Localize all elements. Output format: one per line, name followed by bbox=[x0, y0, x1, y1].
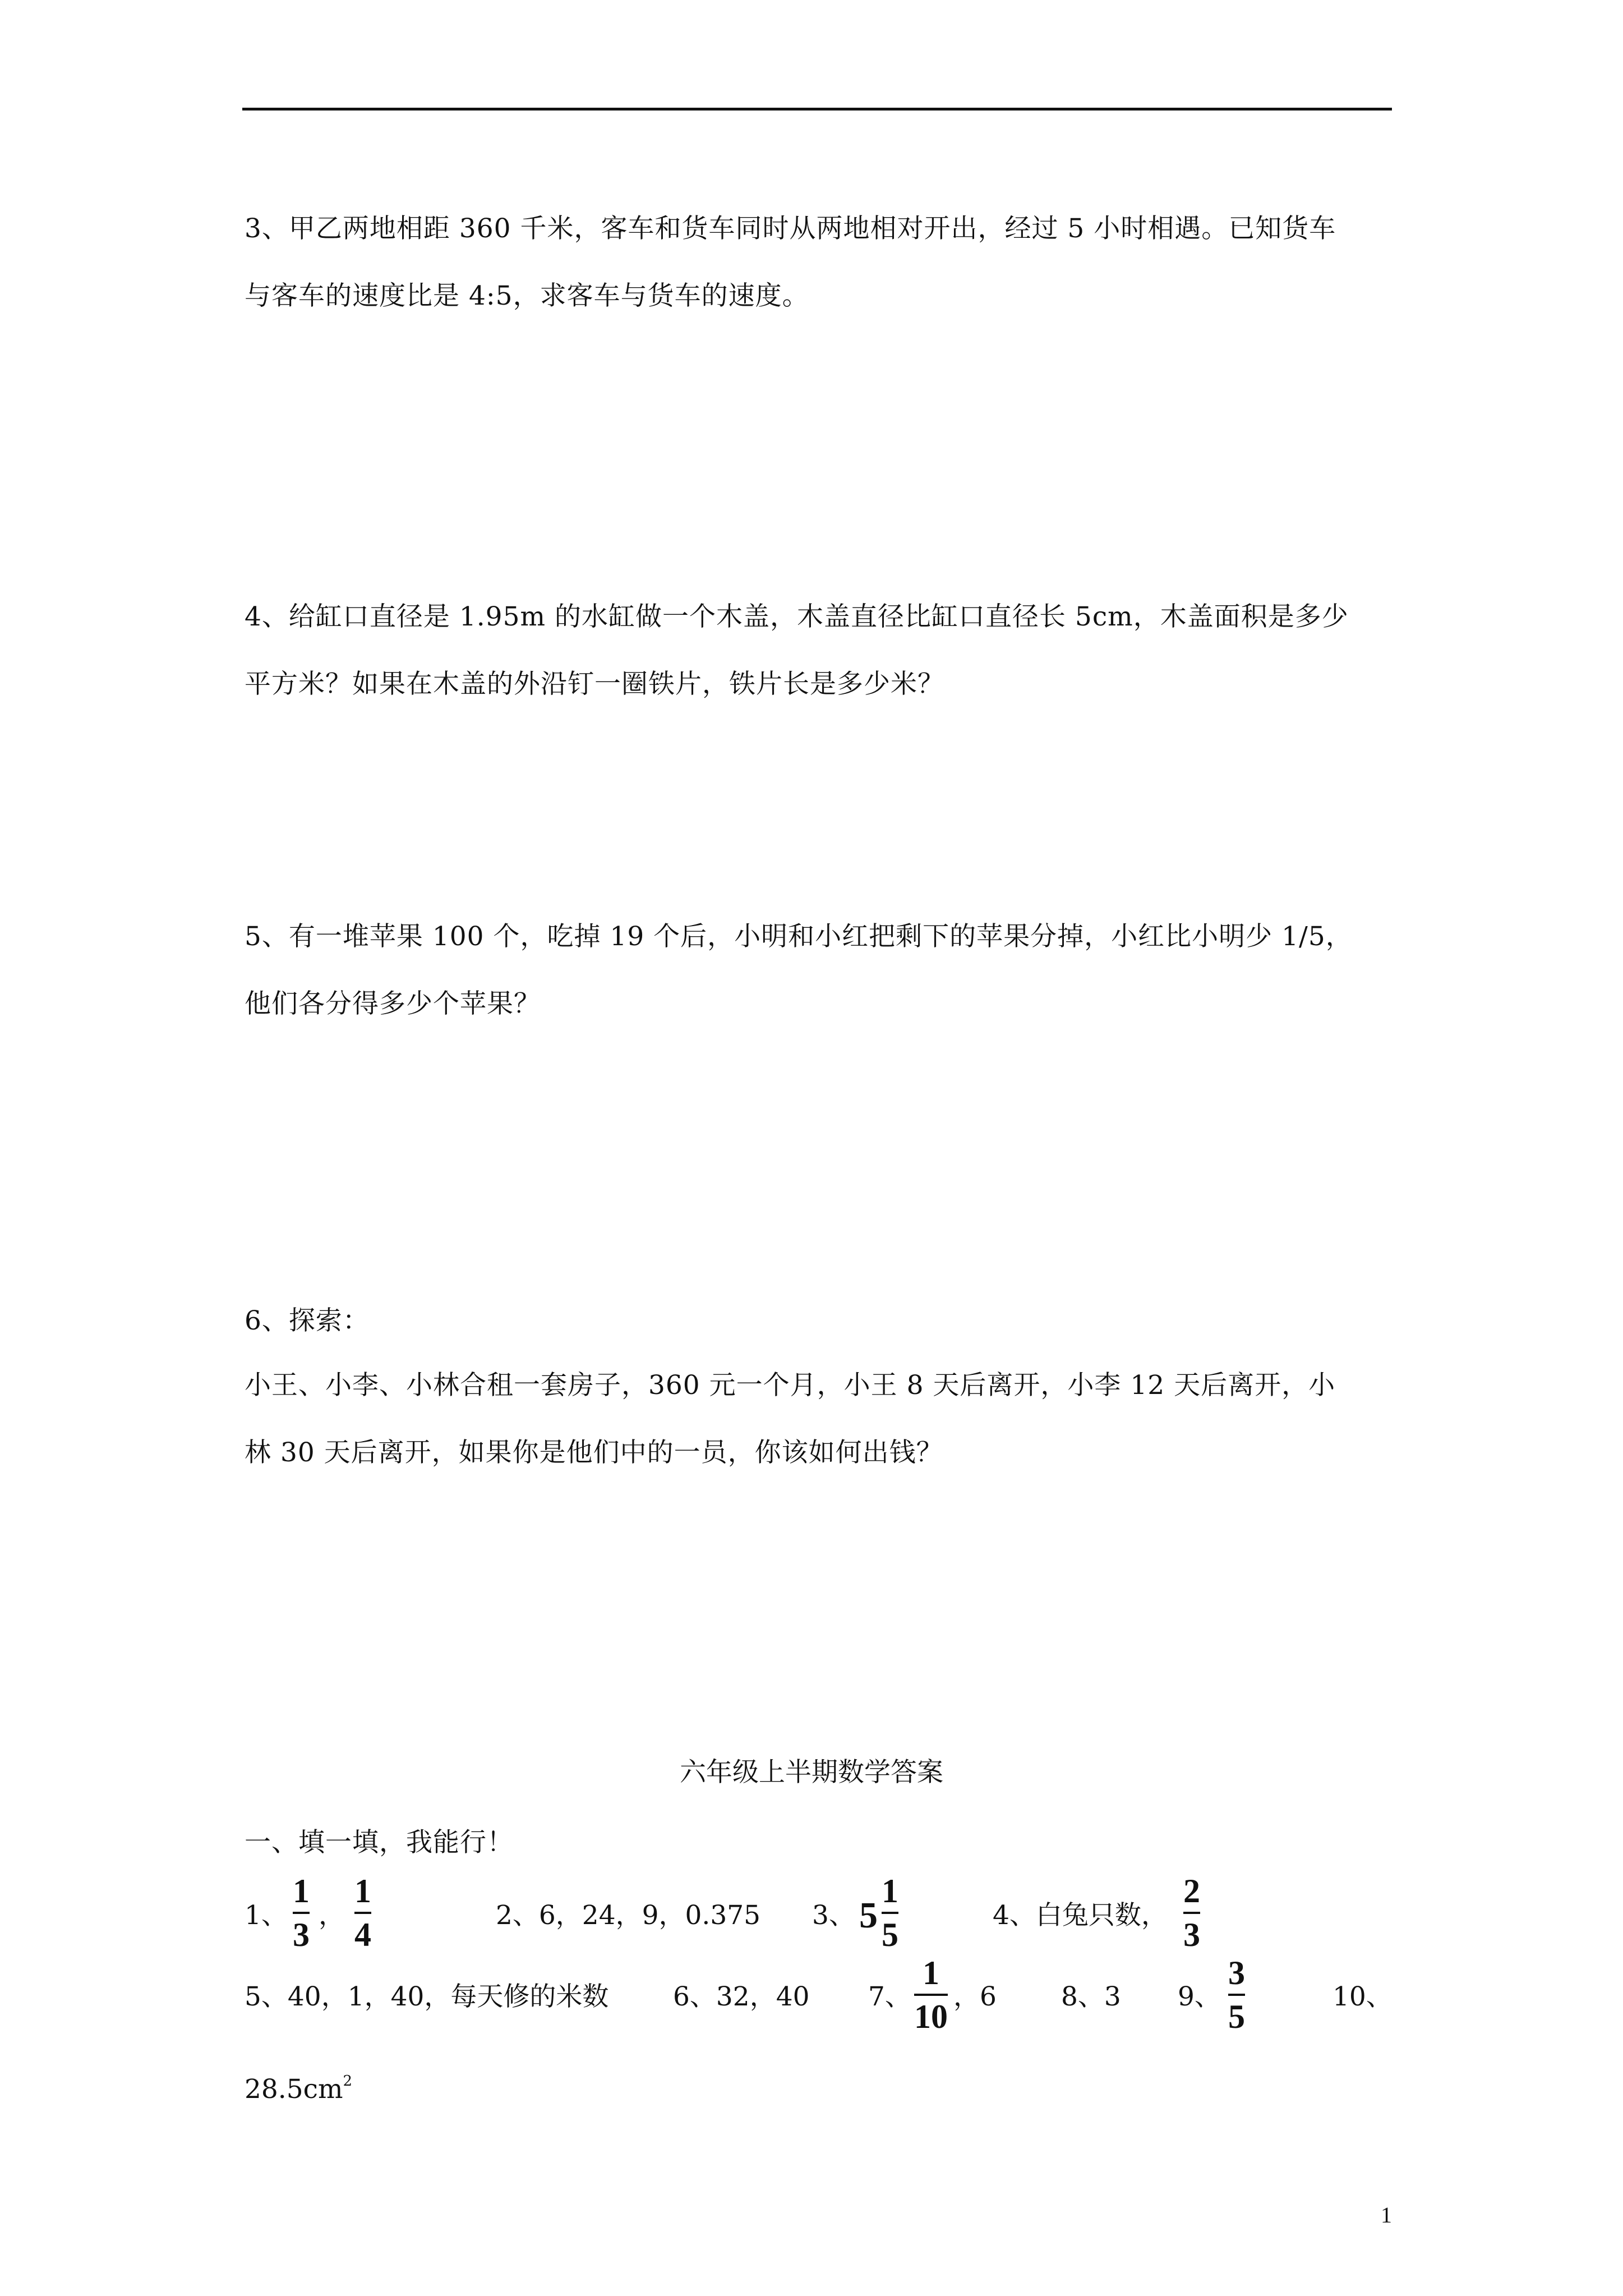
answer-7-suffix: ，6 bbox=[953, 1981, 997, 2012]
question-6-line-1: 小王、小李、小林合租一套房子，360 元一个月，小王 8 天后离开，小李 12 天后离开，小 bbox=[245, 1370, 1336, 1401]
fraction-bar bbox=[293, 1912, 310, 1914]
answer-7-prefix: 7、 bbox=[868, 1981, 911, 2012]
answer-1-separator: ， bbox=[319, 1900, 345, 1931]
numerator: 2 bbox=[1183, 1872, 1200, 1910]
header-rule bbox=[242, 108, 1392, 111]
answer-3-prefix: 3、 bbox=[812, 1900, 855, 1931]
denominator: 5 bbox=[882, 1916, 898, 1953]
answer-3-fraction bbox=[882, 1872, 898, 1953]
question-4-line-2: 平方米？如果在木盖的外沿钉一圈铁片，铁片长是多少米？ bbox=[245, 669, 944, 700]
fraction-bar bbox=[1228, 1994, 1245, 1996]
question-3-line-1: 3、甲乙两地相距 360 千米，客车和货车同时从两地相对开出，经过 5 小时相遇。已知货车 bbox=[245, 213, 1336, 244]
answer-4-fraction bbox=[1183, 1872, 1200, 1953]
answer-1-fraction-2 bbox=[354, 1872, 371, 1953]
question-4-line-1: 4、给缸口直径是 1.95m 的水缸做一个木盖，木盖直径比缸口直径长 5cm，木盖面积是多少 bbox=[245, 601, 1349, 632]
answer-6: 6、32，40 bbox=[673, 1981, 810, 2012]
question-5-line-1: 5、有一堆苹果 100 个，吃掉 19 个后，小明和小红把剩下的苹果分掉，小红比小明少 1/5， bbox=[245, 921, 1353, 952]
answer-10-number: 28.5cm bbox=[245, 2074, 343, 2105]
page-number: 1 bbox=[1381, 2202, 1392, 2228]
answer-1-prefix: 1、 bbox=[245, 1900, 288, 1931]
denominator: 3 bbox=[293, 1916, 310, 1953]
denominator: 4 bbox=[354, 1916, 371, 1953]
answer-2: 2、6，24，9，0.375 bbox=[496, 1900, 761, 1931]
fraction-bar bbox=[882, 1912, 898, 1914]
answer-3-whole: 5 bbox=[859, 1895, 878, 1936]
numerator: 1 bbox=[882, 1872, 898, 1910]
answer-10-superscript: 2 bbox=[343, 2073, 353, 2090]
answers-title: 六年级上半期数学答案 bbox=[680, 1757, 943, 1788]
numerator: 3 bbox=[1228, 1954, 1245, 1991]
numerator: 1 bbox=[293, 1872, 310, 1910]
answer-10-value bbox=[245, 2064, 352, 2106]
answer-10-prefix: 10、 bbox=[1332, 1981, 1393, 2012]
answer-5: 5、40，1，40，每天修的米数 bbox=[245, 1981, 609, 2012]
question-3-line-2: 与客车的速度比是 4:5，求客车与货车的速度。 bbox=[245, 280, 809, 311]
denominator: 5 bbox=[1228, 1998, 1245, 2035]
answer-7-fraction bbox=[914, 1954, 948, 2035]
question-6-line-2: 林 30 天后离开，如果你是他们中的一员，你该如何出钱？ bbox=[245, 1437, 943, 1468]
numerator: 1 bbox=[923, 1954, 939, 1991]
answers-section-1: 一、填一填，我能行！ bbox=[245, 1827, 514, 1858]
answer-9-fraction bbox=[1228, 1954, 1245, 2035]
answer-8: 8、3 bbox=[1061, 1981, 1121, 2012]
fraction-bar bbox=[354, 1912, 371, 1914]
question-5-line-2: 他们各分得多少个苹果？ bbox=[245, 988, 541, 1019]
denominator: 3 bbox=[1183, 1916, 1200, 1953]
question-6-title: 6、探索： bbox=[245, 1305, 370, 1336]
fraction-bar bbox=[1183, 1912, 1200, 1914]
fraction-bar bbox=[914, 1994, 948, 1996]
numerator: 1 bbox=[354, 1872, 371, 1910]
answer-4-prefix: 4、白兔只数， bbox=[993, 1900, 1168, 1931]
answer-1-fraction-1 bbox=[293, 1872, 310, 1953]
denominator: 10 bbox=[914, 1998, 948, 2035]
answer-9-prefix: 9、 bbox=[1178, 1981, 1221, 2012]
